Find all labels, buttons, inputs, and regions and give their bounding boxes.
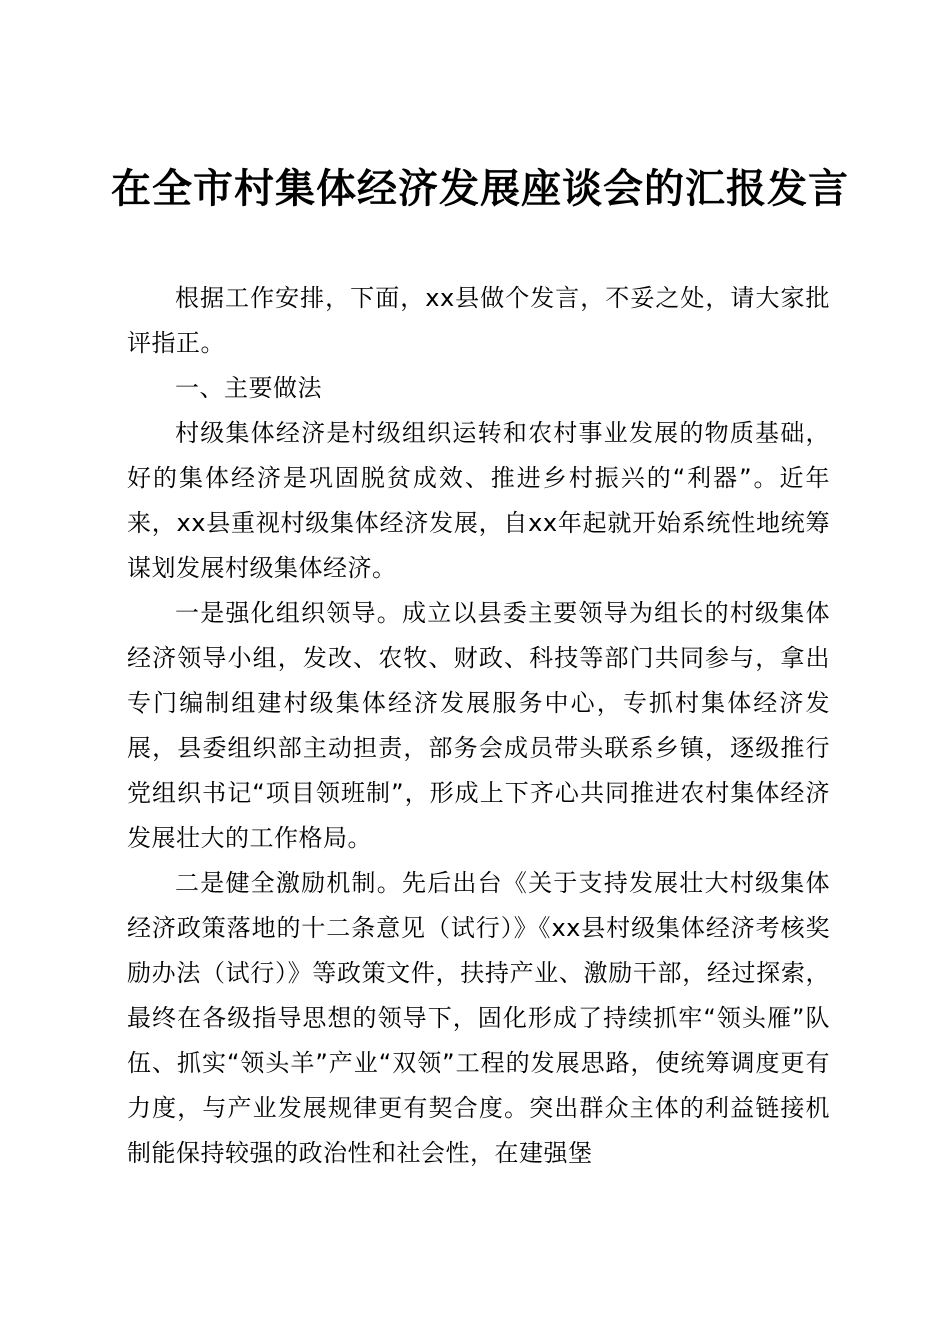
- paragraph-background: 村级集体经济是村级组织运转和农村事业发展的物质基础，好的集体经济是巩固脱贫成效、推进乡村振兴的“利器”。近年来，xx县重视村级集体经济发展，自xx年起就开始系统性地统筹谋划发展村级集体经济。: [127, 419, 830, 582]
- paragraph-incentives: 二是健全激励机制。先后出台《关于支持发展壮大村级集体经济政策落地的十二条意见（试行）》《xx县村级集体经济考核奖励办法（试行）》等政策文件，扶持产业、激励干部，经过探索，最终在各级指导思想的领导下，固化形成了持续抓牢“领头雁”队伍、抓实“领头羊”产业“双领”工程的发展思路，使统筹调度更有力度，与产业发展规律更有契合度。突出群众主体的利益链接机制能保持较强的政治性和社会性，在建强堡: [127, 869, 830, 1167]
- section-heading: 一、主要做法: [175, 374, 322, 402]
- document-title: 在全市村集体经济发展座谈会的汇报发言: [111, 166, 849, 212]
- paragraph-leadership: 一是强化组织领导。成立以县委主要领导为组长的村级集体经济领导小组，发改、农牧、财政、科技等部门共同参与，拿出专门编制组建村级集体经济发展服务中心，专抓村集体经济发展，县委组织部主动担责，部务会成员带头联系乡镇，逐级推行党组织书记“项目领班制”，形成上下齐心共同推进农村集体经济发展壮大的工作格局。: [127, 599, 830, 852]
- document-body: [127, 276, 830, 1176]
- paragraph-intro: 根据工作安排，下面，xx县做个发言，不妥之处，请大家批评指正。: [127, 284, 830, 357]
